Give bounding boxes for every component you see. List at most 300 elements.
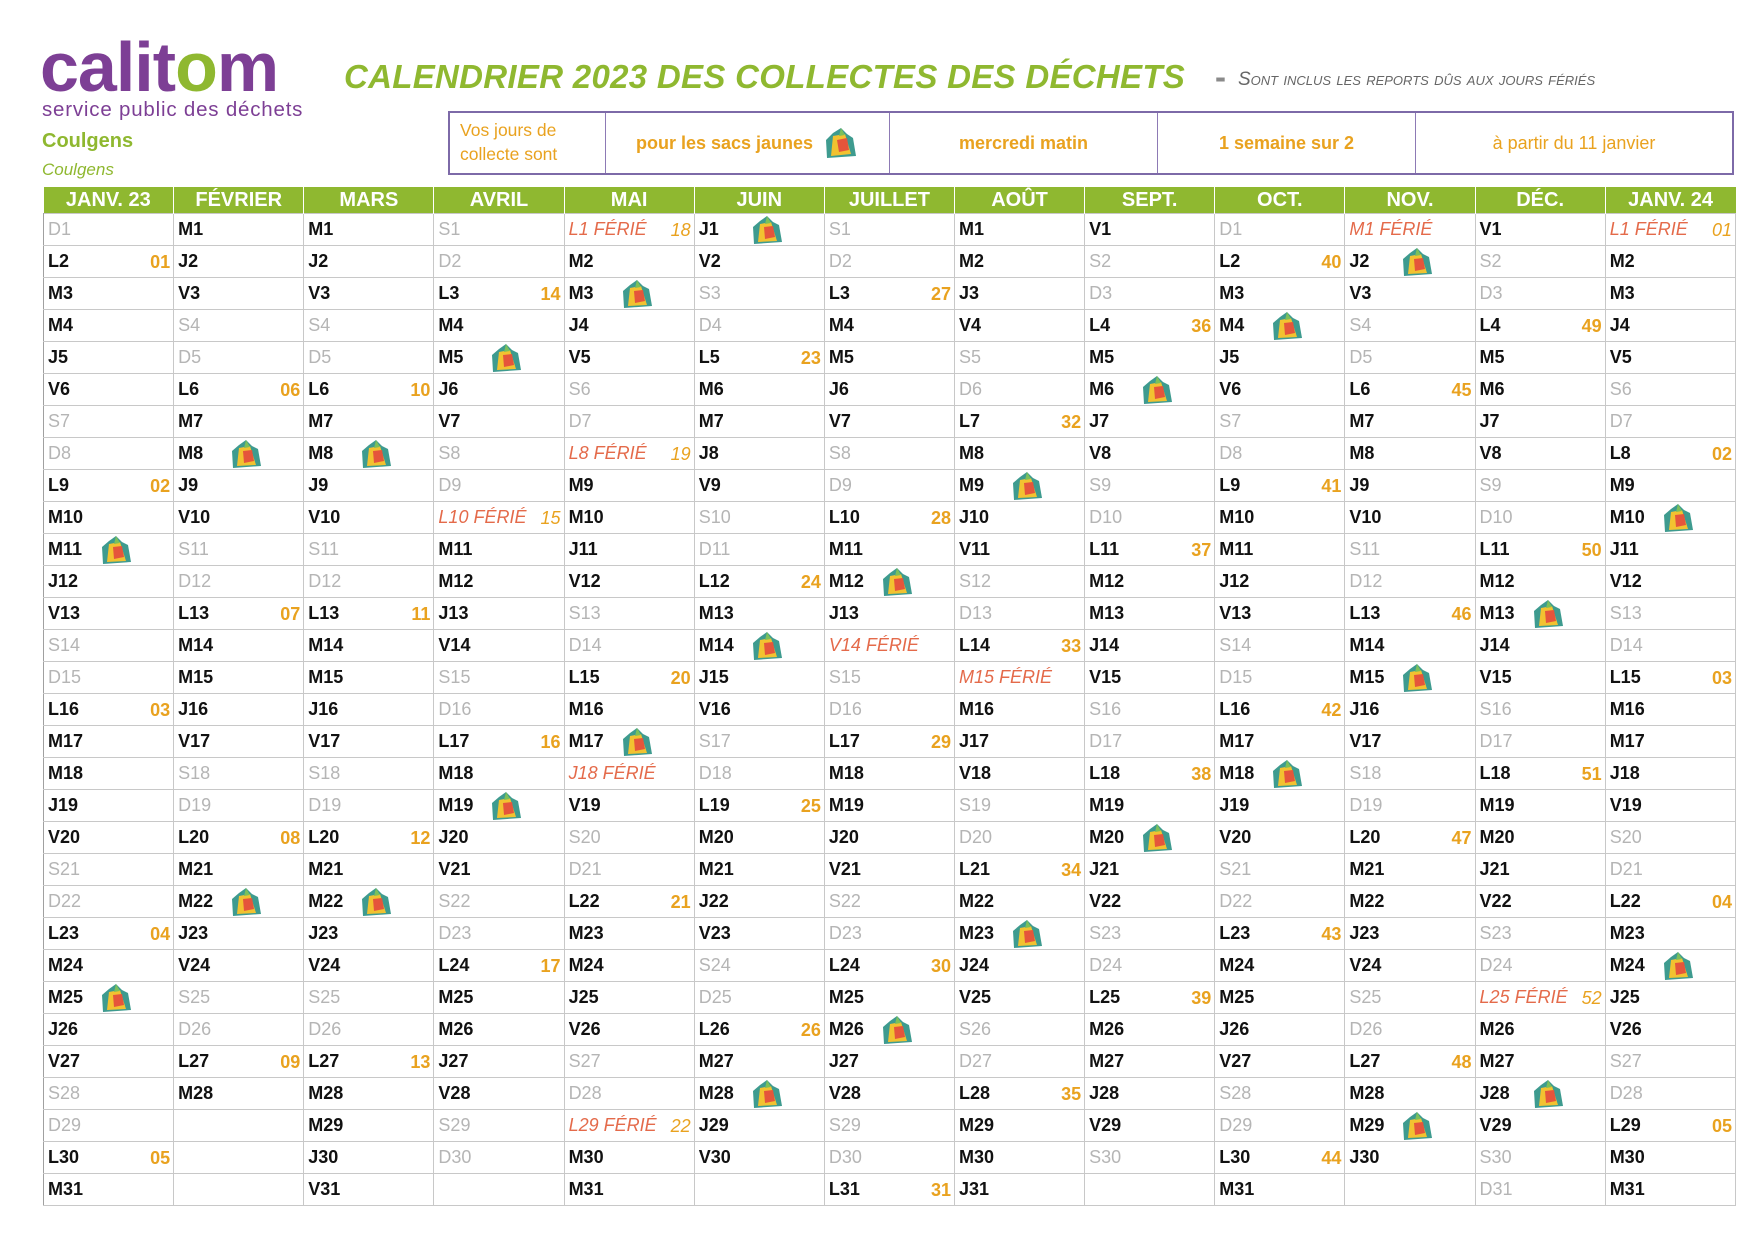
day-cell bbox=[174, 534, 304, 566]
day-cell bbox=[954, 854, 1084, 886]
day-cell bbox=[694, 342, 824, 374]
yellow-bag-icon bbox=[621, 279, 653, 309]
week-number: 27 bbox=[930, 284, 951, 304]
day-cell bbox=[824, 758, 954, 790]
day-label: M28 bbox=[698, 1083, 734, 1103]
day-cell bbox=[304, 790, 434, 822]
day-cell bbox=[1085, 1014, 1215, 1046]
day-cell bbox=[304, 310, 434, 342]
day-cell bbox=[44, 1142, 174, 1174]
month-header: DÉC. bbox=[1475, 187, 1605, 214]
day-label: L8 bbox=[1609, 443, 1631, 463]
weekend-day-label: S10 bbox=[698, 507, 731, 527]
day-label: L13 bbox=[1349, 603, 1381, 623]
weekend-day-label: S14 bbox=[48, 635, 81, 655]
table-row bbox=[44, 918, 1736, 950]
day-cell bbox=[1345, 470, 1475, 502]
day-label: L22 bbox=[568, 891, 600, 911]
day-cell bbox=[1215, 214, 1345, 246]
day-label: L2 bbox=[48, 251, 70, 271]
day-label: M13 bbox=[1089, 603, 1125, 623]
day-cell bbox=[1345, 214, 1475, 246]
day-cell bbox=[694, 598, 824, 630]
day-label: L15 bbox=[1609, 667, 1641, 687]
day-cell bbox=[174, 1046, 304, 1078]
day-label: L26 bbox=[698, 1019, 730, 1039]
day-cell bbox=[1085, 758, 1215, 790]
day-cell bbox=[1345, 630, 1475, 662]
day-cell bbox=[434, 982, 564, 1014]
week-number: 07 bbox=[280, 604, 301, 624]
day-cell bbox=[564, 470, 694, 502]
day-cell bbox=[694, 790, 824, 822]
weekend-day-label: S18 bbox=[308, 763, 341, 783]
day-cell bbox=[694, 662, 824, 694]
day-cell bbox=[434, 278, 564, 310]
day-cell bbox=[1605, 310, 1735, 342]
day-cell bbox=[1085, 534, 1215, 566]
day-cell bbox=[1475, 406, 1605, 438]
table-row bbox=[44, 1078, 1736, 1110]
weekend-day-label: D12 bbox=[1349, 571, 1383, 591]
day-label: V20 bbox=[48, 827, 81, 847]
weekend-day-label: D21 bbox=[1609, 859, 1643, 879]
day-label: L13 bbox=[308, 603, 340, 623]
day-label: M2 bbox=[1609, 251, 1635, 271]
day-cell bbox=[1215, 502, 1345, 534]
day-cell bbox=[1085, 1078, 1215, 1110]
day-cell bbox=[954, 214, 1084, 246]
day-label: M17 bbox=[1219, 731, 1255, 751]
day-cell bbox=[1475, 438, 1605, 470]
day-label: M28 bbox=[178, 1083, 214, 1103]
day-cell bbox=[434, 566, 564, 598]
yellow-bag-icon bbox=[823, 126, 859, 160]
day-cell bbox=[694, 886, 824, 918]
week-number: 21 bbox=[670, 892, 691, 912]
day-label: L11 bbox=[1479, 539, 1510, 559]
day-label: V7 bbox=[828, 411, 851, 431]
day-label: J14 bbox=[1479, 635, 1510, 655]
day-cell bbox=[1475, 310, 1605, 342]
day-cell bbox=[1345, 918, 1475, 950]
day-cell bbox=[304, 374, 434, 406]
day-label: L3 bbox=[828, 283, 850, 303]
day-cell bbox=[1605, 982, 1735, 1014]
day-cell bbox=[1215, 982, 1345, 1014]
day-cell bbox=[1605, 918, 1735, 950]
day-cell bbox=[1085, 598, 1215, 630]
day-cell bbox=[1475, 374, 1605, 406]
day-cell bbox=[1345, 566, 1475, 598]
weekend-day-label: S7 bbox=[48, 411, 71, 431]
day-cell bbox=[304, 502, 434, 534]
day-cell bbox=[174, 502, 304, 534]
holiday-label: L25 FÉRIÉ bbox=[1479, 987, 1568, 1007]
day-cell bbox=[44, 598, 174, 630]
holiday-label: L10 FÉRIÉ bbox=[438, 507, 527, 527]
day-cell bbox=[1605, 278, 1735, 310]
title-note: Sont inclus les reports dûs aux jours fériés bbox=[1238, 69, 1596, 90]
day-cell bbox=[564, 630, 694, 662]
day-label: V23 bbox=[698, 923, 731, 943]
day-label: L13 bbox=[178, 603, 210, 623]
day-cell bbox=[304, 534, 434, 566]
weekend-day-label: S30 bbox=[1479, 1147, 1512, 1167]
week-number: 20 bbox=[670, 668, 691, 688]
day-label: M14 bbox=[1349, 635, 1385, 655]
yellow-bag-icon bbox=[1271, 759, 1303, 789]
day-label: M15 bbox=[178, 667, 214, 687]
weekend-day-label: S11 bbox=[1349, 539, 1381, 559]
weekend-day-label: D24 bbox=[1479, 955, 1513, 975]
table-row bbox=[44, 566, 1736, 598]
day-cell bbox=[564, 566, 694, 598]
day-label: J1 bbox=[698, 219, 719, 239]
yellow-bag-icon bbox=[1662, 503, 1694, 533]
day-label: M20 bbox=[1089, 827, 1125, 847]
day-cell bbox=[564, 758, 694, 790]
week-number: 02 bbox=[150, 476, 171, 496]
yellow-bag-icon bbox=[100, 983, 132, 1013]
day-cell bbox=[304, 822, 434, 854]
day-cell bbox=[1605, 214, 1735, 246]
weekend-day-label: S18 bbox=[178, 763, 211, 783]
day-label: L4 bbox=[1479, 315, 1501, 335]
day-cell bbox=[44, 374, 174, 406]
week-number: 32 bbox=[1061, 412, 1082, 432]
day-cell bbox=[1085, 982, 1215, 1014]
day-label: M1 bbox=[958, 219, 984, 239]
day-label: J2 bbox=[308, 251, 329, 271]
day-cell bbox=[1345, 694, 1475, 726]
yellow-bag-icon bbox=[1401, 663, 1433, 693]
day-cell bbox=[1475, 662, 1605, 694]
day-cell bbox=[564, 502, 694, 534]
month-header: OCT. bbox=[1215, 187, 1345, 214]
day-label: J10 bbox=[958, 507, 990, 527]
day-cell bbox=[44, 502, 174, 534]
day-cell bbox=[954, 1142, 1084, 1174]
day-label: V21 bbox=[438, 859, 471, 879]
day-label: J7 bbox=[1089, 411, 1110, 431]
day-cell bbox=[1475, 1174, 1605, 1206]
day-label: V28 bbox=[438, 1083, 471, 1103]
day-cell bbox=[1215, 374, 1345, 406]
day-cell bbox=[434, 886, 564, 918]
day-label: V13 bbox=[48, 603, 81, 623]
day-cell bbox=[1475, 278, 1605, 310]
day-label: M25 bbox=[48, 987, 84, 1007]
day-cell bbox=[1345, 598, 1475, 630]
day-cell bbox=[434, 1046, 564, 1078]
day-label: M7 bbox=[178, 411, 204, 431]
weekend-day-label: D7 bbox=[568, 411, 592, 431]
day-label: V15 bbox=[1479, 667, 1512, 687]
day-label: J21 bbox=[1479, 859, 1510, 879]
day-cell bbox=[1475, 726, 1605, 758]
day-cell bbox=[824, 502, 954, 534]
day-label: M1 bbox=[178, 219, 204, 239]
yellow-bag-icon bbox=[1141, 375, 1173, 405]
day-label: L29 bbox=[1609, 1115, 1641, 1135]
month-header: JUIN bbox=[694, 187, 824, 214]
day-label: V27 bbox=[1219, 1051, 1252, 1071]
weekend-day-label: S20 bbox=[568, 827, 601, 847]
weekend-day-label: D17 bbox=[1089, 731, 1123, 751]
week-number: 36 bbox=[1191, 316, 1212, 336]
day-cell bbox=[1605, 854, 1735, 886]
weekend-day-label: D3 bbox=[1479, 283, 1503, 303]
day-cell bbox=[44, 438, 174, 470]
day-label: M8 bbox=[958, 443, 984, 463]
day-label: V3 bbox=[178, 283, 201, 303]
weekend-day-label: D5 bbox=[308, 347, 332, 367]
day-label: M11 bbox=[438, 539, 473, 559]
day-label: V9 bbox=[698, 475, 721, 495]
day-label: M3 bbox=[48, 283, 74, 303]
day-cell bbox=[1605, 1014, 1735, 1046]
day-label: J9 bbox=[1349, 475, 1370, 495]
week-number: 18 bbox=[670, 220, 691, 240]
day-cell bbox=[174, 278, 304, 310]
day-label: M26 bbox=[828, 1019, 864, 1039]
day-cell bbox=[1605, 1174, 1735, 1206]
weekend-day-label: D31 bbox=[1479, 1179, 1513, 1199]
day-cell bbox=[304, 438, 434, 470]
day-cell bbox=[694, 758, 824, 790]
weekend-day-label: D19 bbox=[178, 795, 212, 815]
day-label: M9 bbox=[958, 475, 984, 495]
day-label: L30 bbox=[48, 1147, 80, 1167]
day-label: M16 bbox=[568, 699, 604, 719]
weekend-day-label: D12 bbox=[308, 571, 342, 591]
day-label: L12 bbox=[698, 571, 730, 591]
week-number: 17 bbox=[540, 956, 561, 976]
day-label: M31 bbox=[568, 1179, 604, 1199]
day-cell bbox=[564, 662, 694, 694]
day-cell bbox=[1085, 342, 1215, 374]
day-label: L4 bbox=[1089, 315, 1111, 335]
day-cell bbox=[304, 1110, 434, 1142]
day-cell bbox=[824, 374, 954, 406]
day-cell bbox=[564, 1110, 694, 1142]
day-cell bbox=[564, 950, 694, 982]
day-cell bbox=[434, 470, 564, 502]
day-cell bbox=[1085, 918, 1215, 950]
day-cell bbox=[1605, 1110, 1735, 1142]
day-label: V3 bbox=[1349, 283, 1372, 303]
day-cell bbox=[1605, 406, 1735, 438]
day-cell bbox=[954, 374, 1084, 406]
week-number: 08 bbox=[280, 828, 301, 848]
week-number: 15 bbox=[540, 508, 561, 528]
day-cell bbox=[1605, 1078, 1735, 1110]
weekend-day-label: S25 bbox=[178, 987, 211, 1007]
day-cell bbox=[824, 694, 954, 726]
day-cell bbox=[694, 566, 824, 598]
day-cell bbox=[1475, 502, 1605, 534]
day-cell bbox=[694, 534, 824, 566]
week-number: 43 bbox=[1321, 924, 1342, 944]
weekend-day-label: D22 bbox=[48, 891, 82, 911]
day-cell bbox=[694, 1174, 824, 1206]
day-label: L15 bbox=[568, 667, 600, 687]
week-number: 34 bbox=[1061, 860, 1082, 880]
day-label: J28 bbox=[1089, 1083, 1120, 1103]
weekend-day-label: S5 bbox=[958, 347, 982, 367]
day-label: M26 bbox=[438, 1019, 474, 1039]
day-cell bbox=[304, 1142, 434, 1174]
week-number: 22 bbox=[670, 1116, 691, 1136]
logo-wordmark: calitom bbox=[40, 28, 279, 106]
day-cell bbox=[694, 630, 824, 662]
weekend-day-label: S3 bbox=[698, 283, 721, 303]
day-cell bbox=[1345, 822, 1475, 854]
table-row bbox=[44, 726, 1736, 758]
day-label: M12 bbox=[828, 571, 864, 591]
day-cell bbox=[1085, 310, 1215, 342]
day-cell bbox=[824, 1014, 954, 1046]
yellow-bag-icon bbox=[751, 631, 783, 661]
day-cell bbox=[304, 950, 434, 982]
day-cell bbox=[694, 1046, 824, 1078]
day-label: J30 bbox=[308, 1147, 339, 1167]
weekend-day-label: D1 bbox=[1219, 219, 1243, 239]
table-row bbox=[44, 246, 1736, 278]
day-label: M1 bbox=[308, 219, 334, 239]
weekend-day-label: D23 bbox=[828, 923, 862, 943]
day-label: M22 bbox=[1349, 891, 1385, 911]
day-label: V10 bbox=[178, 507, 211, 527]
day-label: V24 bbox=[178, 955, 211, 975]
day-label: M7 bbox=[308, 411, 334, 431]
day-cell bbox=[1475, 214, 1605, 246]
day-cell bbox=[954, 598, 1084, 630]
day-cell bbox=[304, 1046, 434, 1078]
day-label: M16 bbox=[958, 699, 994, 719]
weekend-day-label: S2 bbox=[1089, 251, 1112, 271]
day-cell bbox=[304, 918, 434, 950]
day-cell bbox=[824, 566, 954, 598]
day-label: M21 bbox=[308, 859, 344, 879]
day-label: J5 bbox=[1219, 347, 1240, 367]
day-cell bbox=[694, 374, 824, 406]
day-cell bbox=[1215, 854, 1345, 886]
day-label: V8 bbox=[1479, 443, 1502, 463]
day-label: M8 bbox=[1349, 443, 1375, 463]
day-label: J4 bbox=[1609, 315, 1630, 335]
day-label: V19 bbox=[1609, 795, 1642, 815]
day-cell bbox=[954, 1078, 1084, 1110]
day-cell bbox=[1475, 758, 1605, 790]
day-cell bbox=[1345, 534, 1475, 566]
day-cell bbox=[434, 662, 564, 694]
day-cell bbox=[174, 854, 304, 886]
day-label: V16 bbox=[698, 699, 731, 719]
weekend-day-label: D29 bbox=[1219, 1115, 1253, 1135]
weekend-day-label: D19 bbox=[1349, 795, 1383, 815]
day-cell bbox=[304, 662, 434, 694]
yellow-bag-icon bbox=[881, 1015, 913, 1045]
day-cell bbox=[1475, 566, 1605, 598]
day-cell bbox=[174, 310, 304, 342]
day-label: M12 bbox=[438, 571, 474, 591]
table-row bbox=[44, 1174, 1736, 1206]
day-cell bbox=[174, 1142, 304, 1174]
day-label: M30 bbox=[958, 1147, 994, 1167]
day-label: J7 bbox=[1479, 411, 1500, 431]
weekend-day-label: D11 bbox=[698, 539, 731, 559]
table-row bbox=[44, 214, 1736, 246]
weekend-day-label: D26 bbox=[308, 1019, 342, 1039]
day-cell bbox=[694, 726, 824, 758]
day-cell bbox=[1085, 438, 1215, 470]
weekend-day-label: S4 bbox=[178, 315, 201, 335]
day-label: J16 bbox=[178, 699, 209, 719]
day-label: J16 bbox=[1349, 699, 1380, 719]
day-cell bbox=[694, 694, 824, 726]
day-cell bbox=[174, 1174, 304, 1206]
day-cell bbox=[1605, 662, 1735, 694]
day-label: J11 bbox=[1609, 539, 1639, 559]
day-cell bbox=[1605, 886, 1735, 918]
table-row bbox=[44, 662, 1736, 694]
weekend-day-label: S21 bbox=[48, 859, 81, 879]
day-cell bbox=[564, 342, 694, 374]
weekend-day-label: S27 bbox=[568, 1051, 601, 1071]
day-label: L7 bbox=[958, 411, 980, 431]
day-cell bbox=[304, 246, 434, 278]
weekend-day-label: D2 bbox=[438, 251, 462, 271]
day-cell bbox=[1215, 726, 1345, 758]
day-cell bbox=[1215, 310, 1345, 342]
day-cell bbox=[304, 342, 434, 374]
table-row bbox=[44, 694, 1736, 726]
day-cell bbox=[1215, 630, 1345, 662]
day-cell bbox=[694, 470, 824, 502]
logo-tagline: service public des déchets bbox=[42, 98, 304, 121]
day-cell bbox=[1085, 1174, 1215, 1206]
table-row bbox=[44, 1142, 1736, 1174]
week-number: 50 bbox=[1581, 540, 1602, 560]
day-label: M4 bbox=[48, 315, 74, 335]
day-label: J15 bbox=[698, 667, 729, 687]
day-cell bbox=[564, 1078, 694, 1110]
day-cell bbox=[954, 918, 1084, 950]
day-label: V27 bbox=[48, 1051, 81, 1071]
day-label: M31 bbox=[1609, 1179, 1645, 1199]
day-cell bbox=[694, 918, 824, 950]
table-row bbox=[44, 950, 1736, 982]
day-cell bbox=[174, 566, 304, 598]
day-label: M18 bbox=[1219, 763, 1255, 783]
yellow-bag-icon bbox=[100, 535, 132, 565]
day-cell bbox=[564, 822, 694, 854]
day-cell bbox=[954, 470, 1084, 502]
table-row bbox=[44, 1046, 1736, 1078]
day-label: J26 bbox=[48, 1019, 79, 1039]
title-separator: - bbox=[1215, 58, 1226, 95]
day-label: M13 bbox=[698, 603, 734, 623]
day-label: J6 bbox=[828, 379, 849, 399]
month-header: FÉVRIER bbox=[174, 187, 304, 214]
day-label: J6 bbox=[438, 379, 459, 399]
day-cell bbox=[564, 598, 694, 630]
day-cell bbox=[824, 470, 954, 502]
day-cell bbox=[44, 822, 174, 854]
day-label: V29 bbox=[1089, 1115, 1122, 1135]
